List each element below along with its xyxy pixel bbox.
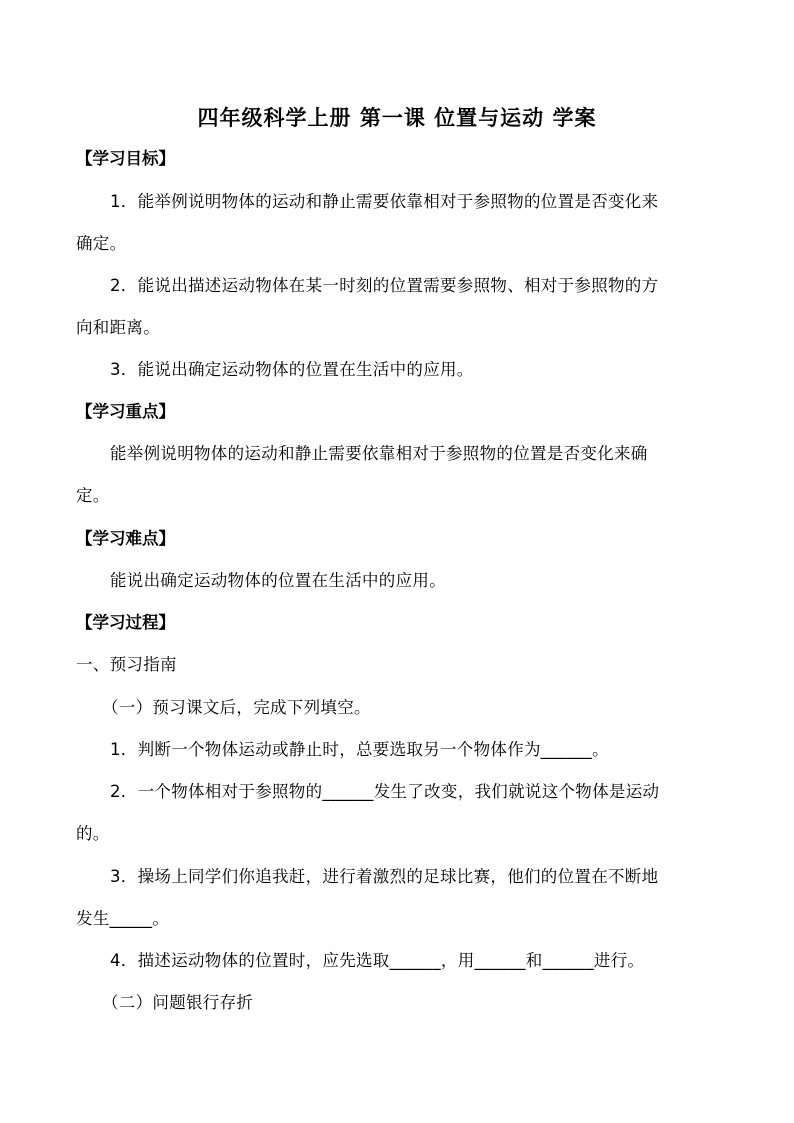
difficulties-line-1: 能说出确定运动物体的位置在生活中的应用。 (110, 571, 446, 590)
question-3-line-1: 3．操场上同学们你追我赶，进行着激烈的足球比赛，他们的位置在不断地 (110, 867, 659, 886)
objective-1-line-1: 1．能举例说明物体的运动和静止需要依靠相对于参照物的位置是否变化来 (110, 192, 659, 211)
process-heading: 【学习过程】 (76, 613, 175, 632)
question-1: 1．判断一个物体运动或静止时，总要选取另一个物体作为______。 (110, 740, 609, 759)
question-2-line-2: 的。 (76, 824, 110, 843)
key-points-heading: 【学习重点】 (76, 402, 175, 421)
objective-2-line-1: 2．能说出描述运动物体在某一时刻的位置需要参照物、相对于参照物的方 (110, 276, 659, 295)
objective-3: 3．能说出确定运动物体的位置在生活中的应用。 (110, 360, 474, 379)
key-points-line-2: 定。 (76, 486, 110, 505)
difficulties-heading: 【学习难点】 (76, 529, 175, 548)
objective-1-line-2: 确定。 (76, 234, 127, 253)
question-4: 4．描述运动物体的位置时，应先选取______，用______和______进行。 (110, 951, 645, 970)
section-1-title: 一、预习指南 (76, 655, 177, 674)
objectives-heading: 【学习目标】 (76, 149, 175, 168)
key-points-line-1: 能举例说明物体的运动和静止需要依靠相对于参照物的位置是否变化来确 (110, 444, 648, 463)
subsection-2-title: （二）问题银行存折 (102, 993, 254, 1012)
question-3-line-2: 发生_____。 (76, 909, 170, 928)
objective-2-line-2: 向和距离。 (76, 318, 160, 337)
document-title: 四年级科学上册 第一课 位置与运动 学案 (197, 106, 597, 130)
question-2-line-1: 2．一个物体相对于参照物的______发生了改变，我们就说这个物体是运动 (110, 782, 660, 801)
subsection-1-title: （一）预习课文后，完成下列填空。 (102, 698, 371, 717)
